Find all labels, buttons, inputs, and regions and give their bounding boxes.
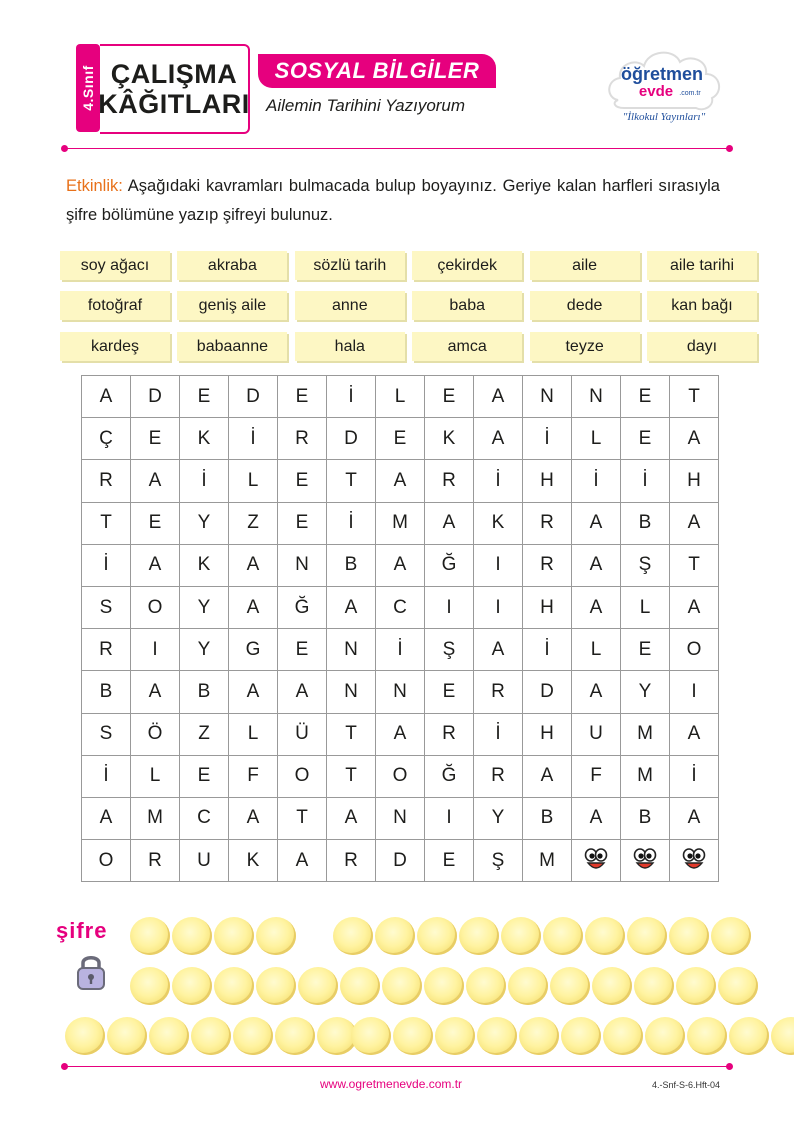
grid-cell[interactable]: Ğ: [425, 545, 474, 587]
instruction: [66, 172, 720, 230]
grid-cell[interactable]: O: [82, 840, 131, 882]
cipher-slot[interactable]: [435, 1017, 475, 1055]
cipher-slot[interactable]: [275, 1017, 315, 1055]
grid-cell[interactable]: U: [180, 840, 229, 882]
grid-cell[interactable]: R: [131, 840, 180, 882]
grid-cell[interactable]: A: [572, 798, 621, 840]
cipher-slot[interactable]: [107, 1017, 147, 1055]
cipher-slot[interactable]: [729, 1017, 769, 1055]
grid-cell[interactable]: E: [131, 503, 180, 545]
cipher-slot[interactable]: [676, 967, 716, 1005]
cipher-slot[interactable]: [771, 1017, 794, 1055]
word-card: anne: [295, 291, 405, 320]
grid-cell[interactable]: İ: [572, 460, 621, 502]
word-card: babaanne: [177, 332, 287, 361]
grid-cell[interactable]: N: [278, 545, 327, 587]
grid-cell[interactable]: A: [376, 460, 425, 502]
cipher-slot[interactable]: [351, 1017, 391, 1055]
smiley-icon: [679, 846, 709, 876]
word-card: dayı: [647, 332, 757, 361]
instruction-label: Etkinlik:: [66, 177, 123, 195]
grid-cell[interactable]: L: [376, 376, 425, 418]
grid-cell[interactable]: İ: [376, 629, 425, 671]
grid-cell[interactable]: E: [621, 418, 670, 460]
grid-cell[interactable]: B: [523, 798, 572, 840]
cipher-slot[interactable]: [669, 917, 709, 955]
grid-cell[interactable]: E: [278, 460, 327, 502]
subject-banner: SOSYAL BİLGİLER: [258, 54, 496, 88]
grid-cell[interactable]: A: [229, 798, 278, 840]
grid-cell[interactable]: R: [425, 460, 474, 502]
grid-cell[interactable]: T: [82, 503, 131, 545]
grid-cell[interactable]: I: [670, 671, 719, 713]
grid-cell[interactable]: A: [131, 460, 180, 502]
grid-cell[interactable]: F: [229, 756, 278, 798]
cipher-slot[interactable]: [191, 1017, 231, 1055]
cipher-slot[interactable]: [149, 1017, 189, 1055]
grid-cell[interactable]: E: [278, 503, 327, 545]
cipher-slot[interactable]: [543, 917, 583, 955]
title-line-1: ÇALIŞMA: [110, 59, 238, 89]
grid-cell[interactable]: D: [327, 418, 376, 460]
word-card: geniş aile: [177, 291, 287, 320]
grid-cell[interactable]: E: [376, 418, 425, 460]
grid-cell[interactable]: A: [670, 798, 719, 840]
instruction-text: Aşağıdaki kavramları bulmacada bulup boyayınız. Geriye kalan harfleri sırasıyla şifre bölümüne yazıp şifreyi bulunuz.: [66, 177, 720, 224]
cipher-slot[interactable]: [375, 917, 415, 955]
grid-cell[interactable]: L: [572, 629, 621, 671]
grid-cell[interactable]: Ş: [621, 545, 670, 587]
grid-cell[interactable]: H: [670, 460, 719, 502]
grid-cell[interactable]: B: [180, 671, 229, 713]
ogretmenevde-logo: [604, 40, 726, 132]
grid-cell[interactable]: A: [474, 629, 523, 671]
grid-cell[interactable]: İ: [180, 460, 229, 502]
grid-cell[interactable]: E: [180, 756, 229, 798]
cipher-slot[interactable]: [214, 967, 254, 1005]
grid-cell[interactable]: R: [278, 418, 327, 460]
grid-cell[interactable]: A: [376, 714, 425, 756]
grid-cell[interactable]: R: [474, 756, 523, 798]
grid-cell[interactable]: N: [327, 671, 376, 713]
word-card: soy ağacı: [60, 251, 170, 280]
grid-cell[interactable]: S: [82, 587, 131, 629]
cipher-slot[interactable]: [603, 1017, 643, 1055]
grid-cell[interactable]: İ: [327, 376, 376, 418]
grid-cell[interactable]: İ: [474, 460, 523, 502]
smiley-icon: [581, 846, 611, 876]
cipher-slot[interactable]: [645, 1017, 685, 1055]
word-card: akraba: [177, 251, 287, 280]
grid-cell[interactable]: R: [474, 671, 523, 713]
cipher-slot[interactable]: [233, 1017, 273, 1055]
word-card: fotoğraf: [60, 291, 170, 320]
grid-cell[interactable]: K: [229, 840, 278, 882]
cipher-slot[interactable]: [256, 967, 296, 1005]
grid-cell[interactable]: E: [621, 629, 670, 671]
cipher-slot[interactable]: [561, 1017, 601, 1055]
grid-cell[interactable]: A: [131, 671, 180, 713]
grid-cell[interactable]: R: [523, 545, 572, 587]
title-line-2: KÂĞITLARI: [98, 89, 250, 119]
cipher-slot[interactable]: [627, 917, 667, 955]
grid-cell[interactable]: O: [376, 756, 425, 798]
grid-cell[interactable]: A: [572, 545, 621, 587]
grid-cell[interactable]: M: [131, 798, 180, 840]
cipher-slot[interactable]: [382, 967, 422, 1005]
grid-cell[interactable]: D: [376, 840, 425, 882]
word-card: amca: [412, 332, 522, 361]
grid-cell[interactable]: E: [278, 629, 327, 671]
grid-cell[interactable]: T: [327, 714, 376, 756]
grid-cell[interactable]: A: [523, 756, 572, 798]
grid-cell[interactable]: E: [180, 376, 229, 418]
footer-divider: [64, 1066, 730, 1067]
grid-cell[interactable]: B: [621, 503, 670, 545]
cipher-slot[interactable]: [298, 967, 338, 1005]
grid-cell[interactable]: I: [131, 629, 180, 671]
grid-cell[interactable]: R: [82, 460, 131, 502]
cipher-slot[interactable]: [172, 917, 212, 955]
grid-cell[interactable]: B: [621, 798, 670, 840]
word-card: baba: [412, 291, 522, 320]
grid-cell[interactable]: S: [82, 714, 131, 756]
cipher-slot[interactable]: [340, 967, 380, 1005]
cipher-slot[interactable]: [550, 967, 590, 1005]
grid-cell[interactable]: A: [670, 503, 719, 545]
grid-cell[interactable]: A: [670, 714, 719, 756]
cipher-slot[interactable]: [519, 1017, 559, 1055]
grid-cell[interactable]: T: [327, 460, 376, 502]
header-divider: [64, 148, 730, 149]
grid-cell[interactable]: M: [376, 503, 425, 545]
footer-code: 4.-Snf-S-6.Hft-04: [652, 1080, 721, 1090]
grid-cell[interactable]: D: [229, 376, 278, 418]
cipher-slot[interactable]: [687, 1017, 727, 1055]
cipher-slot[interactable]: [466, 967, 506, 1005]
grid-cell[interactable]: A: [82, 376, 131, 418]
grid-cell[interactable]: L: [229, 460, 278, 502]
grid-cell[interactable]: I: [474, 587, 523, 629]
grid-cell[interactable]: O: [670, 629, 719, 671]
grid-cell[interactable]: A: [425, 503, 474, 545]
grid-cell[interactable]: İ: [327, 503, 376, 545]
grid-cell[interactable]: L: [621, 587, 670, 629]
grid-cell[interactable]: E: [425, 671, 474, 713]
grid-cell[interactable]: A: [278, 840, 327, 882]
grid-cell[interactable]: Y: [474, 798, 523, 840]
grid-cell[interactable]: O: [278, 756, 327, 798]
grid-cell[interactable]: N: [523, 376, 572, 418]
grid-cell[interactable]: Ü: [278, 714, 327, 756]
word-card: sözlü tarih: [295, 251, 405, 280]
cipher-slot[interactable]: [634, 967, 674, 1005]
grid-cell[interactable]: Ğ: [278, 587, 327, 629]
grid-cell[interactable]: O: [131, 587, 180, 629]
grid-cell[interactable]: İ: [523, 418, 572, 460]
logo-tagline: "İlkokul Yayınları": [622, 111, 706, 123]
word-card: hala: [295, 332, 405, 361]
grid-cell[interactable]: İ: [523, 629, 572, 671]
grid-cell[interactable]: A: [327, 587, 376, 629]
grid-cell[interactable]: H: [523, 714, 572, 756]
grid-cell[interactable]: D: [523, 671, 572, 713]
cipher-slot[interactable]: [501, 917, 541, 955]
grid-cell[interactable]: M: [621, 756, 670, 798]
grid-cell[interactable]: T: [327, 756, 376, 798]
grid-cell[interactable]: Y: [180, 587, 229, 629]
grid-cell[interactable]: E: [131, 418, 180, 460]
cipher-slot[interactable]: [333, 917, 373, 955]
grid-cell[interactable]: Ğ: [425, 756, 474, 798]
grade-tab: [76, 44, 100, 132]
cipher-slot[interactable]: [214, 917, 254, 955]
grid-cell[interactable]: U: [572, 714, 621, 756]
cipher-slot[interactable]: [508, 967, 548, 1005]
logo-brand-2: evde: [638, 83, 674, 100]
grid-cell[interactable]: L: [131, 756, 180, 798]
grid-cell[interactable]: Ş: [425, 629, 474, 671]
grid-cell[interactable]: Y: [621, 671, 670, 713]
logo-brand-1: öğretmen: [620, 64, 704, 84]
grid-cell[interactable]: N: [376, 671, 425, 713]
padlock-icon: [74, 951, 108, 991]
grid-cell[interactable]: I: [474, 545, 523, 587]
grid-cell[interactable]: M: [523, 840, 572, 882]
grid-cell[interactable]: L: [229, 714, 278, 756]
cipher-slot[interactable]: [718, 967, 758, 1005]
grid-cell[interactable]: N: [327, 629, 376, 671]
grid-cell[interactable]: [621, 840, 670, 882]
word-card: dede: [530, 291, 640, 320]
grid-cell[interactable]: A: [572, 671, 621, 713]
grid-cell[interactable]: A: [670, 587, 719, 629]
grid-cell[interactable]: H: [523, 460, 572, 502]
grid-cell[interactable]: G: [229, 629, 278, 671]
grid-cell[interactable]: Ö: [131, 714, 180, 756]
grid-cell[interactable]: C: [180, 798, 229, 840]
grid-cell[interactable]: E: [621, 376, 670, 418]
cipher-slot[interactable]: [459, 917, 499, 955]
word-search-grid: [81, 375, 719, 882]
grid-cell[interactable]: A: [229, 671, 278, 713]
cipher-slot[interactable]: [477, 1017, 517, 1055]
grid-cell[interactable]: T: [670, 376, 719, 418]
grid-cell[interactable]: A: [229, 545, 278, 587]
logo-suffix: .com.tr: [679, 90, 701, 97]
worksheet-title: [100, 44, 250, 134]
grid-cell[interactable]: Z: [180, 714, 229, 756]
grid-cell[interactable]: A: [82, 798, 131, 840]
grid-cell[interactable]: Y: [180, 503, 229, 545]
grid-cell[interactable]: K: [180, 418, 229, 460]
word-card: teyze: [530, 332, 640, 361]
grid-cell[interactable]: İ: [82, 545, 131, 587]
grid-cell[interactable]: A: [131, 545, 180, 587]
grid-cell[interactable]: A: [572, 587, 621, 629]
cipher-slot[interactable]: [130, 917, 170, 955]
cipher-slot[interactable]: [592, 967, 632, 1005]
cipher-slot[interactable]: [256, 917, 296, 955]
grid-cell[interactable]: İ: [229, 418, 278, 460]
word-card: kardeş: [60, 332, 170, 361]
grid-cell[interactable]: H: [523, 587, 572, 629]
grid-cell[interactable]: C: [376, 587, 425, 629]
grid-cell[interactable]: İ: [621, 460, 670, 502]
grid-cell[interactable]: T: [278, 798, 327, 840]
grid-cell[interactable]: R: [523, 503, 572, 545]
cipher-slot[interactable]: [65, 1017, 105, 1055]
grid-cell[interactable]: E: [425, 376, 474, 418]
grid-cell[interactable]: K: [180, 545, 229, 587]
cipher-slot[interactable]: [130, 967, 170, 1005]
grid-cell[interactable]: R: [425, 714, 474, 756]
grid-cell[interactable]: R: [82, 629, 131, 671]
grid-cell[interactable]: N: [572, 376, 621, 418]
footer-url[interactable]: www.ogretmenevde.com.tr: [320, 1077, 463, 1091]
grid-cell[interactable]: A: [376, 545, 425, 587]
cipher-slot[interactable]: [172, 967, 212, 1005]
smiley-icon: [630, 846, 660, 876]
grid-cell[interactable]: E: [425, 840, 474, 882]
cipher-label: şifre: [56, 918, 108, 943]
grid-cell[interactable]: R: [327, 840, 376, 882]
grid-cell[interactable]: B: [82, 671, 131, 713]
grid-cell[interactable]: A: [670, 418, 719, 460]
grid-cell[interactable]: B: [327, 545, 376, 587]
grid-cell[interactable]: F: [572, 756, 621, 798]
cipher-slot[interactable]: [424, 967, 464, 1005]
grid-cell[interactable]: K: [474, 503, 523, 545]
grid-cell[interactable]: A: [474, 376, 523, 418]
grid-cell[interactable]: Z: [229, 503, 278, 545]
grid-cell[interactable]: E: [278, 376, 327, 418]
cipher-slot[interactable]: [417, 917, 457, 955]
grid-cell[interactable]: İ: [82, 756, 131, 798]
grid-cell[interactable]: İ: [670, 756, 719, 798]
cipher-slot[interactable]: [393, 1017, 433, 1055]
grid-cell[interactable]: A: [572, 503, 621, 545]
word-card: aile tarihi: [647, 251, 757, 280]
grid-cell[interactable]: D: [131, 376, 180, 418]
grid-cell[interactable]: T: [670, 545, 719, 587]
grid-cell[interactable]: I: [425, 587, 474, 629]
grade-label: 4.Sınıf: [80, 65, 97, 111]
grid-cell[interactable]: A: [278, 671, 327, 713]
grid-cell[interactable]: L: [572, 418, 621, 460]
cipher-slot[interactable]: [711, 917, 751, 955]
grid-cell[interactable]: K: [425, 418, 474, 460]
grid-cell[interactable]: Ş: [474, 840, 523, 882]
word-card: kan bağı: [647, 291, 757, 320]
grid-cell[interactable]: I: [425, 798, 474, 840]
grid-cell[interactable]: M: [621, 714, 670, 756]
grid-cell[interactable]: N: [376, 798, 425, 840]
grid-cell[interactable]: [572, 840, 621, 882]
grid-cell[interactable]: Y: [180, 629, 229, 671]
word-card: çekirdek: [412, 251, 522, 280]
grid-cell[interactable]: İ: [474, 714, 523, 756]
grid-cell[interactable]: [670, 840, 719, 882]
cipher-slot[interactable]: [585, 917, 625, 955]
grid-cell[interactable]: A: [327, 798, 376, 840]
grid-cell[interactable]: A: [474, 418, 523, 460]
word-card: aile: [530, 251, 640, 280]
grid-cell[interactable]: A: [229, 587, 278, 629]
grid-cell[interactable]: Ç: [82, 418, 131, 460]
unit-title: Ailemin Tarihini Yazıyorum: [266, 96, 466, 115]
